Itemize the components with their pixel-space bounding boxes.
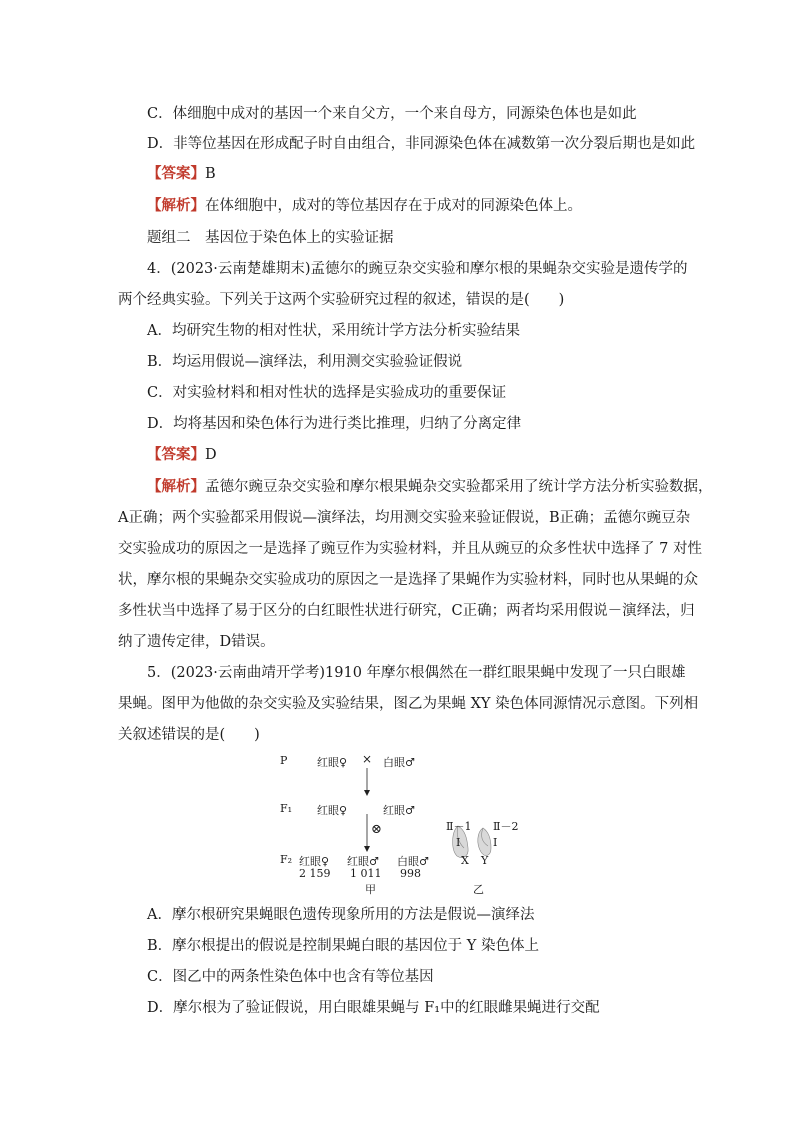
q5-stem-line2: 果蝇。图甲为他做的杂交实验及实验结果，图乙为果蝇 XY 染色体同源情况示意图。下列相 bbox=[118, 696, 699, 712]
q4-option-a: A．均研究生物的相对性状，采用统计学方法分析实验结果 bbox=[147, 323, 520, 339]
analysis-text: 在体细胞中，成对的等位基因存在于成对的同源染色体上。 bbox=[205, 198, 582, 214]
count-white-male: 998 bbox=[400, 867, 421, 880]
q3-answer bbox=[147, 164, 216, 184]
region-ii-1: Ⅱ－1 bbox=[446, 820, 472, 833]
q4-option-c: C．对实验材料和相对性状的选择是实验成功的重要保证 bbox=[147, 385, 507, 401]
count-red-male: 1 011 bbox=[350, 867, 382, 880]
p-male: 白眼♂ bbox=[383, 756, 415, 769]
q5-option-c: C．图乙中的两条性染色体中也含有等位基因 bbox=[147, 969, 434, 985]
answer-value: D bbox=[205, 447, 217, 463]
x-label: X bbox=[461, 854, 469, 867]
answer-value: B bbox=[205, 166, 216, 182]
q4-stem-line2: 两个经典实验。下列关于这两个实验研究过程的叙述，错误的是( ) bbox=[118, 292, 565, 308]
q4-analysis-line2: A正确；两个实验都采用假说—演绎法，均用测交实验来验证假说，B正确；孟德尔豌豆杂 bbox=[118, 510, 691, 526]
p-female: 红眼♀ bbox=[317, 756, 348, 769]
cross-symbol: × bbox=[362, 752, 373, 766]
cross-diagram bbox=[275, 752, 535, 896]
q5-option-b: B．摩尔根提出的假说是控制果蝇白眼的基因位于 Y 染色体上 bbox=[147, 938, 539, 954]
q3-analysis bbox=[147, 196, 582, 216]
f2-red-male: 红眼♂ bbox=[347, 855, 379, 868]
q4-option-d: D．均将基因和染色体行为进行类比推理，归纳了分离定律 bbox=[147, 416, 522, 432]
label-f2: F₂ bbox=[280, 853, 293, 866]
analysis-tag: 【解析】 bbox=[147, 478, 205, 495]
q5-stem-line1: 5．(2023·云南曲靖开学考)1910 年摩尔根偶然在一群红眼果蝇中发现了一只白眼雄 bbox=[147, 665, 686, 681]
arrow-head-1 bbox=[364, 790, 370, 796]
q4-analysis-line5: 多性状当中选择了易于区分的白红眼性状进行研究，C正确；两者均采用假说－演绎法，归 bbox=[118, 603, 695, 619]
q4-stem-line1: 4．(2023·云南楚雄期末)孟德尔的豌豆杂交实验和摩尔根的果蝇杂交实验是遗传学的 bbox=[147, 261, 688, 277]
y-chromosome bbox=[478, 828, 491, 855]
q4-analysis-line1 bbox=[147, 477, 713, 497]
answer-tag: 【答案】 bbox=[147, 165, 205, 182]
caption-yi: 乙 bbox=[473, 883, 484, 896]
analysis-text: 孟德尔豌豆杂交实验和摩尔根果蝇杂交实验都采用了统计学方法分析实验数据， bbox=[205, 479, 713, 495]
answer-tag: 【答案】 bbox=[147, 446, 205, 463]
y-label: Y bbox=[481, 854, 489, 867]
region-i-left: Ⅰ bbox=[456, 836, 461, 849]
arrow-head-2 bbox=[364, 846, 370, 852]
f1-female: 红眼♀ bbox=[317, 804, 348, 817]
q5-option-d: D．摩尔根为了验证假说，用白眼雄果蝇与 F₁中的红眼雌果蝇进行交配 bbox=[147, 1000, 600, 1016]
q3-option-d: D．非等位基因在形成配子时自由组合，非同源染色体在减数第一次分裂后期也是如此 bbox=[147, 136, 696, 152]
q5-stem-line3: 关叙述错误的是( ) bbox=[118, 727, 260, 743]
self-cross-symbol: ⊗ bbox=[371, 822, 382, 837]
f2-red-female: 红眼♀ bbox=[299, 855, 330, 868]
q4-option-b: B．均运用假说—演绎法，利用测交实验验证假说 bbox=[147, 354, 463, 370]
label-f1: F₁ bbox=[280, 802, 293, 815]
label-p: P bbox=[280, 754, 288, 767]
group2-title: 题组二 基因位于染色体上的实验证据 bbox=[147, 230, 394, 246]
f2-white-male: 白眼♂ bbox=[397, 855, 429, 868]
caption-jia: 甲 bbox=[365, 883, 376, 896]
count-red-female: 2 159 bbox=[299, 867, 331, 880]
q4-answer bbox=[147, 445, 217, 465]
f1-male: 红眼♂ bbox=[383, 804, 415, 817]
q5-option-a: A．摩尔根研究果蝇眼色遗传现象所用的方法是假说—演绎法 bbox=[147, 907, 535, 923]
q4-analysis-line6: 纳了遗传定律，D错误。 bbox=[118, 634, 275, 650]
q3-option-c: C．体细胞中成对的基因一个来自父方，一个来自母方，同源染色体也是如此 bbox=[147, 106, 637, 122]
q4-analysis-line4: 状，摩尔根的果蝇杂交实验成功的原因之一是选择了果蝇作为实验材料，同时也从果蝇的众 bbox=[118, 572, 698, 588]
region-ii-2: Ⅱ－2 bbox=[493, 820, 519, 833]
analysis-tag: 【解析】 bbox=[147, 197, 205, 214]
region-i-right: Ⅰ bbox=[493, 836, 498, 849]
q4-analysis-line3: 交实验成功的原因之一是选择了豌豆作为实验材料，并且从豌豆的众多性状中选择了 7 对性 bbox=[118, 541, 702, 557]
